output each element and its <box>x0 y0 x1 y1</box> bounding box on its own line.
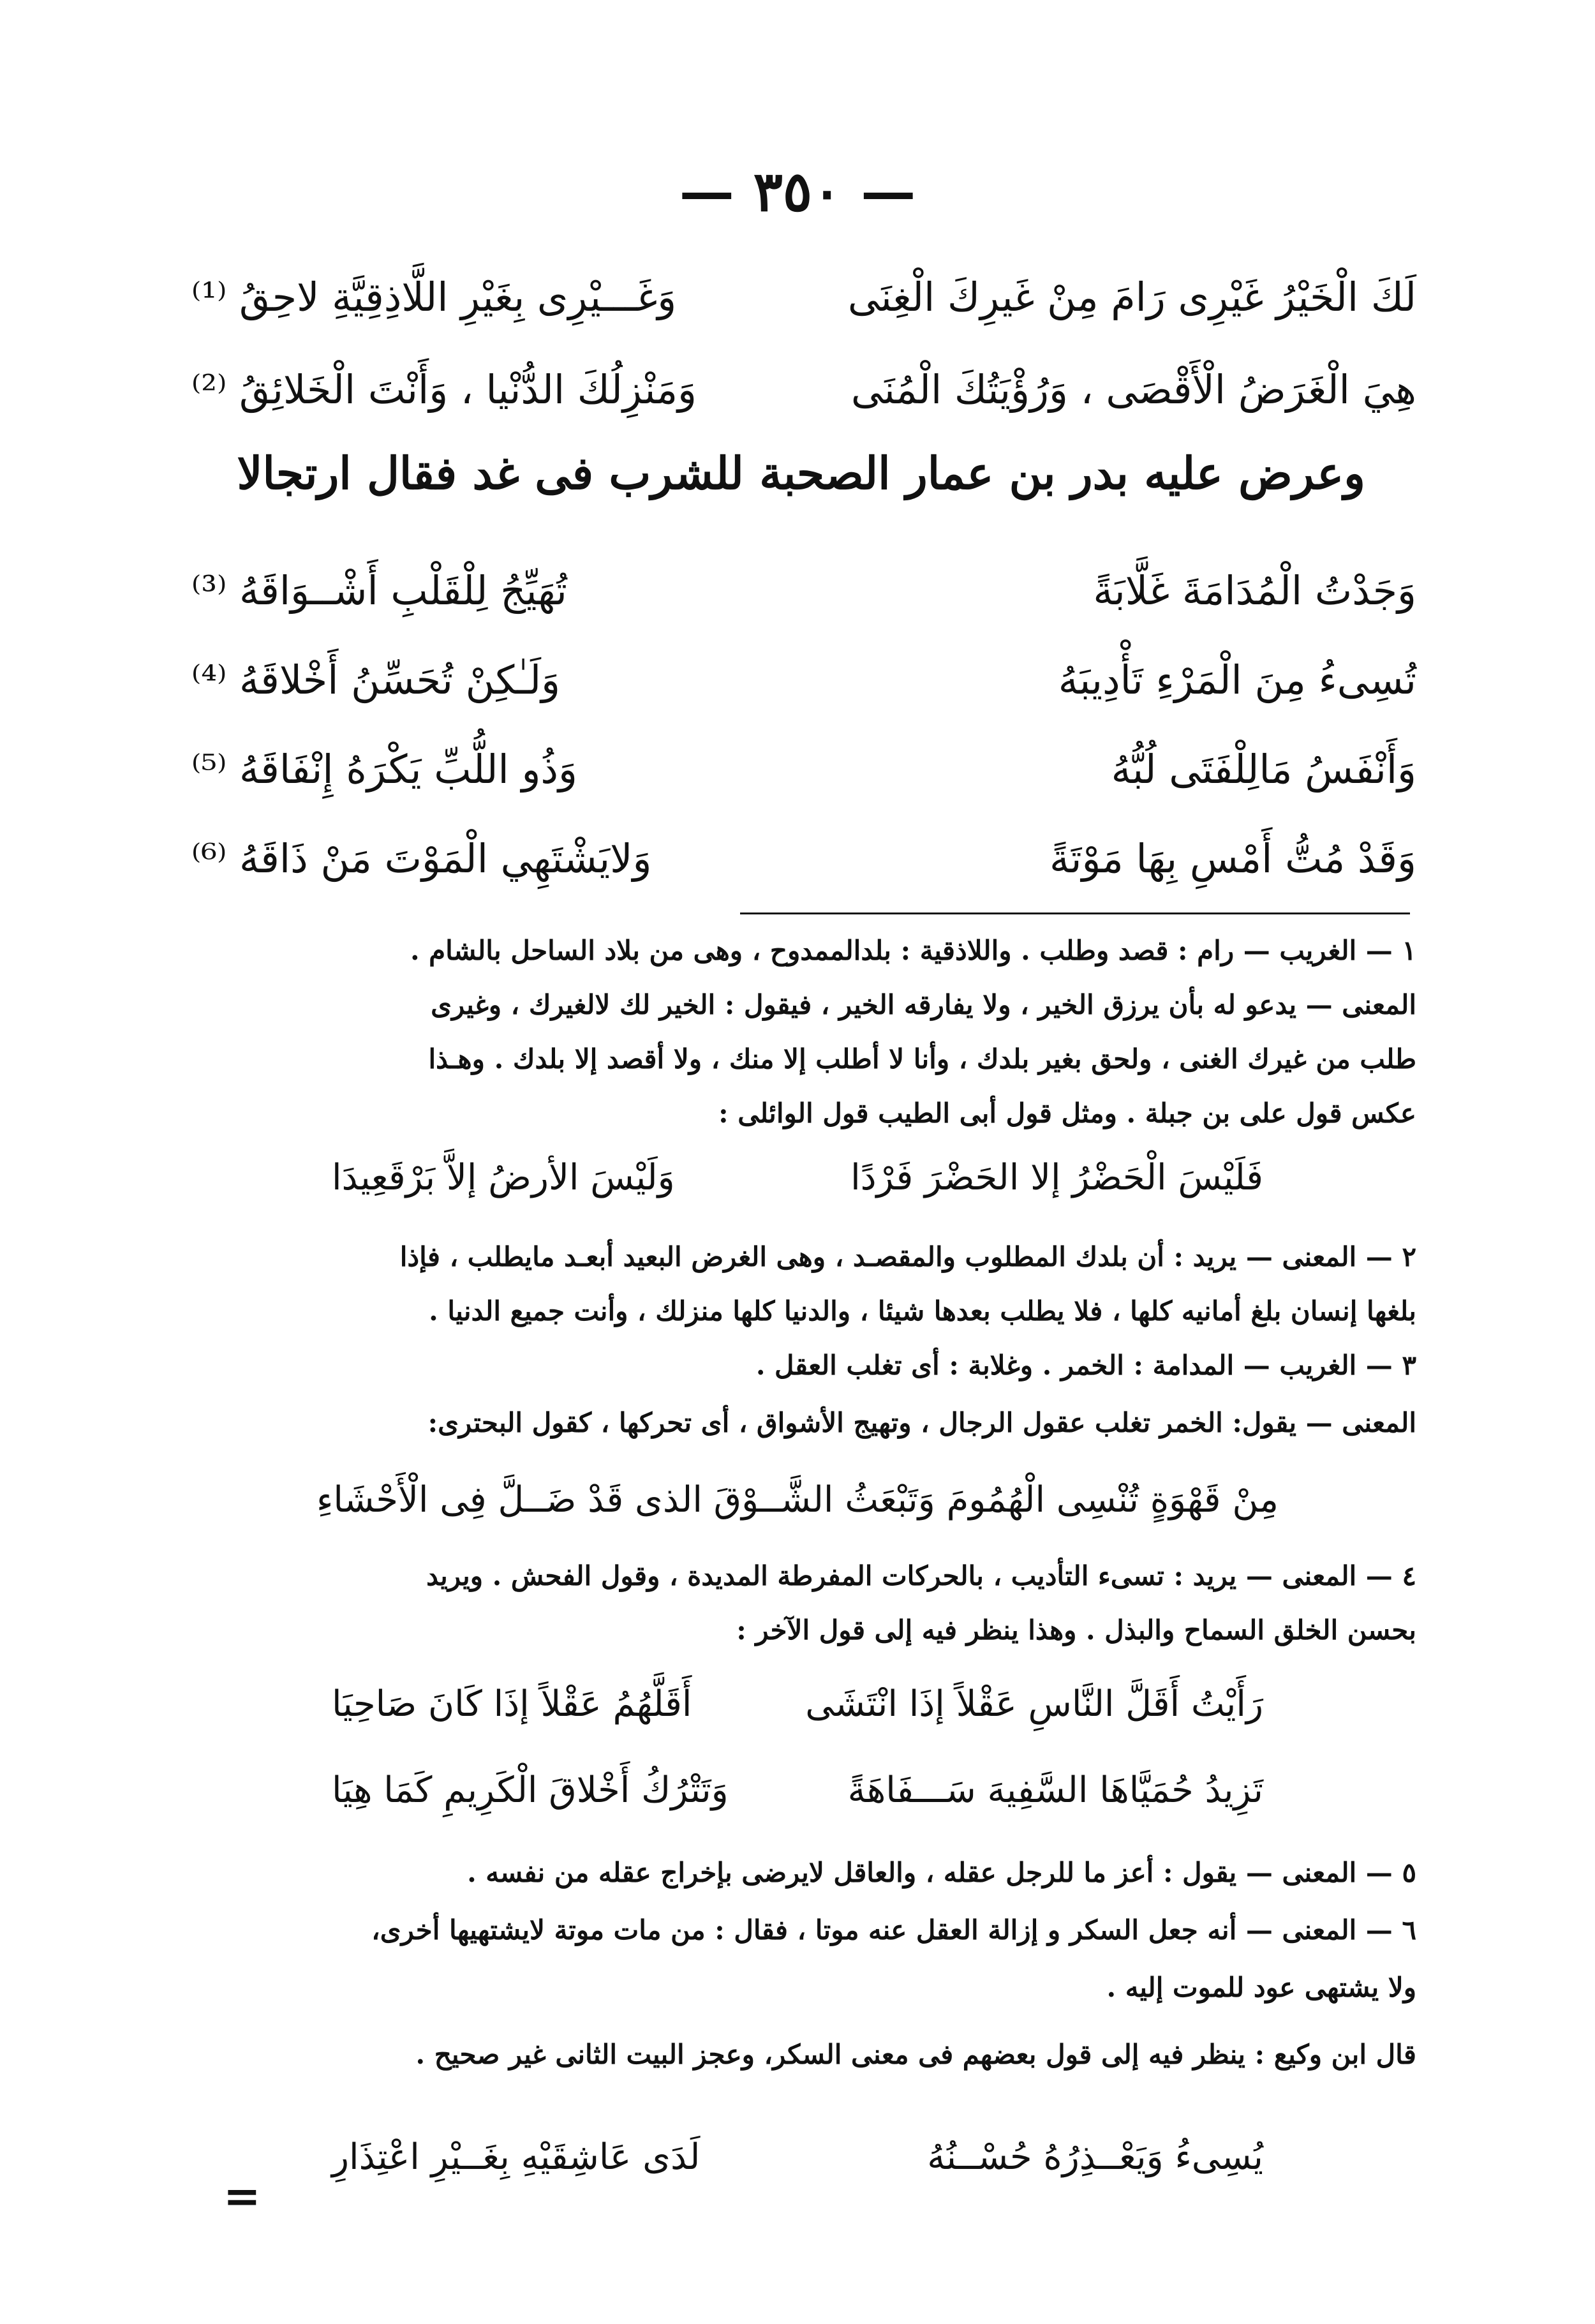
verse-second-hemistich: وَلَيْسَ الأرضُ إلاَّ بَرْقَعِيدَا <box>332 1156 675 1198</box>
footnote-line: بحسن الخلق السماح والبذل . وهذا ينظر فيه إلى قول الآخر : <box>736 1614 1416 1646</box>
quoted-verse <box>332 2119 1263 2195</box>
quoted-verse <box>316 1464 1279 1535</box>
verse-line <box>191 255 1416 338</box>
verse-second-hemistich: تُهَيِّجُ لِلْقَلْبِ أَشْــوَاقَهُ ⁽³⁾ <box>191 567 567 614</box>
verse-second-hemistich: لَدَى عَاشِقَيْهِ بِغَــيْرِ اعْتِذَارِ <box>332 2136 701 2178</box>
verse-line <box>191 348 1416 431</box>
verse-first-hemistich: هِيَ الْغَرَضُ الْأَقْصَى ، وَرُؤْيَتُكَ الْمُنَى <box>850 366 1416 413</box>
verse-text: مِنْ قَهْوَةٍ تُنْسِى الْهُمُومَ وَتَبْعَثُ الشَّــوْقَ الذى قَدْ ضَــلَّ فِى الْأَحْشَاءِ <box>316 1479 1279 1521</box>
verse-line <box>191 638 1416 721</box>
footnote-line: ٤ — المعنى — يريد : تسىء التأديب ، بالحركات المفرطة المديدة ، وقول الفحش . ويريد <box>426 1560 1416 1591</box>
continuation-mark: = <box>223 2170 261 2223</box>
footnote-line: المعنى — يدعو له بأن يرزق الخير ، ولا يفارقه الخير ، فيقول : الخير لك لالغيرك ، وغيرى <box>431 989 1416 1020</box>
footnote-line: ٢ — المعنى — يريد : أن بلدك المطلوب والمقصـد ، وهى الغرض البعيد أبعـد مايطلب ، فإذا <box>399 1241 1416 1272</box>
verse-first-hemistich: فَلَيْسَ الْحَضْرُ إلا الحَضْرَ فَرْدًا <box>850 1156 1263 1198</box>
quoted-verse <box>332 1752 1263 1828</box>
footnote-line: قال ابن وكيع : ينظر فيه إلى قول بعضهم فى معنى السكر، وعجز البيت الثانى غير صحيح . <box>415 2039 1416 2070</box>
page-number: — ٣٥٠ — <box>679 160 916 224</box>
verse-line <box>191 549 1416 632</box>
verse-first-hemistich: وَجَدْتُ الْمُدَامَةَ غَلَّابَةً <box>1093 567 1416 614</box>
verse-second-hemistich: وَذُو اللُّبِّ يَكْرَهُ إِنْفَاقَهُ ⁽⁵⁾ <box>191 745 577 793</box>
verse-line <box>191 727 1416 810</box>
verse-second-hemistich: أَقَلَّهُمُ عَقْلاً إذَا كَانَ صَاحِيَا <box>332 1683 692 1725</box>
footnote-line: بلغها إنسان بلغ أمانيه كلها ، فلا يطلب بعدها شيئا ، والدنيا كلها منزلك ، وأنت جميع الدنيا . <box>429 1295 1416 1327</box>
footnote-line: ١ — الغريب — رام : قصد وطلب . واللاذقية : بلدالممدوح ، وهى من بلاد الساحل بالشام . <box>410 935 1416 966</box>
verse-second-hemistich: وَلايَشْتَهِي الْمَوْتَ مَنْ ذَاقَهُ ⁽⁶⁾ <box>191 835 652 882</box>
verse-first-hemistich: يُسِىءُ وَيَعْــذِرُهُ حُسْــنُهُ <box>927 2136 1263 2178</box>
verse-second-hemistich: وَلَـٰكِنْ تُحَسِّنُ أَخْلاقَهُ ⁽⁴⁾ <box>191 656 561 703</box>
quoted-verse <box>332 1665 1263 1742</box>
footnote-line: ٣ — الغريب — المدامة : الخمر . وغلابة : أى تغلب العقل . <box>755 1350 1416 1381</box>
footnote-line: ٦ — المعنى — أنه جعل السكر و إزالة العقل عنه موتا ، فقال : من مات موتة لايشتهيها أخرى، <box>371 1914 1416 1946</box>
verse-first-hemistich: لَكَ الْخَيْرُ غَيْرِى رَامَ مِنْ غَيرِكَ الْغِنَى <box>847 273 1416 320</box>
footnote-line: المعنى — يقول: الخمر تغلب عقول الرجال ، وتهيج الأشواق ، أى تحركها ، كقول البحترى: <box>427 1407 1416 1438</box>
verse-second-hemistich: وَتَتْرُكُ أَخْلاقَ الْكَرِيمِ كَمَا هِيَا <box>332 1769 729 1811</box>
verse-first-hemistich: وَأَنْفَسُ مَالِلْفَتَى لُبُّهُ <box>1111 745 1416 793</box>
footnote-line: عكس قول على بن جبلة . ومثل قول أبى الطيب قول الوائلى : <box>718 1098 1416 1129</box>
footnote-line: ٥ — المعنى — يقول : أعز ما للرجل عقله ، والعاقل لايرضى بإخراج عقله من نفسه . <box>467 1857 1416 1888</box>
verse-first-hemistich: تَزِيدُ حُمَيَّاهَا السَّفِيهَ سَـــفَاهَةً <box>847 1769 1263 1811</box>
verse-first-hemistich: تُسِىءُ مِنَ الْمَرْءِ تَأْدِيبَهُ <box>1058 656 1416 703</box>
verse-second-hemistich: وَغَـــيْرِى بِغَيْرِ اللَّاذِقِيَّةِ لاحِقُ ⁽¹⁾ <box>191 273 677 320</box>
verse-line <box>191 817 1416 900</box>
footnote-divider <box>740 912 1410 914</box>
verse-first-hemistich: وَقَدْ مُتُّ أَمْسِ بِهَا مَوْتَةً <box>1050 835 1416 882</box>
quoted-verse <box>332 1142 1263 1212</box>
footnote-line: طلب من غيرك الغنى ، ولحق بغير بلدك ، وأنا لا أطلب إلا منك ، ولا أقصد إلا بلدك . وهـذا <box>428 1043 1416 1075</box>
verse-first-hemistich: رَأَيْتُ أَقَلَّ النَّاسِ عَقْلاً إذَا انْتَشَى <box>805 1683 1263 1725</box>
footnote-line: ولا يشتهى عود للموت إليه . <box>1106 1972 1416 2003</box>
verse-second-hemistich: وَمَنْزِلُكَ الدُّنْيا ، وَأَنْتَ الْخَلائِقُ ⁽²⁾ <box>191 366 697 413</box>
intro-line: وعرض عليه بدر بن عمار الصحبة للشرب فى غد فقال ارتجالا <box>237 447 1365 500</box>
